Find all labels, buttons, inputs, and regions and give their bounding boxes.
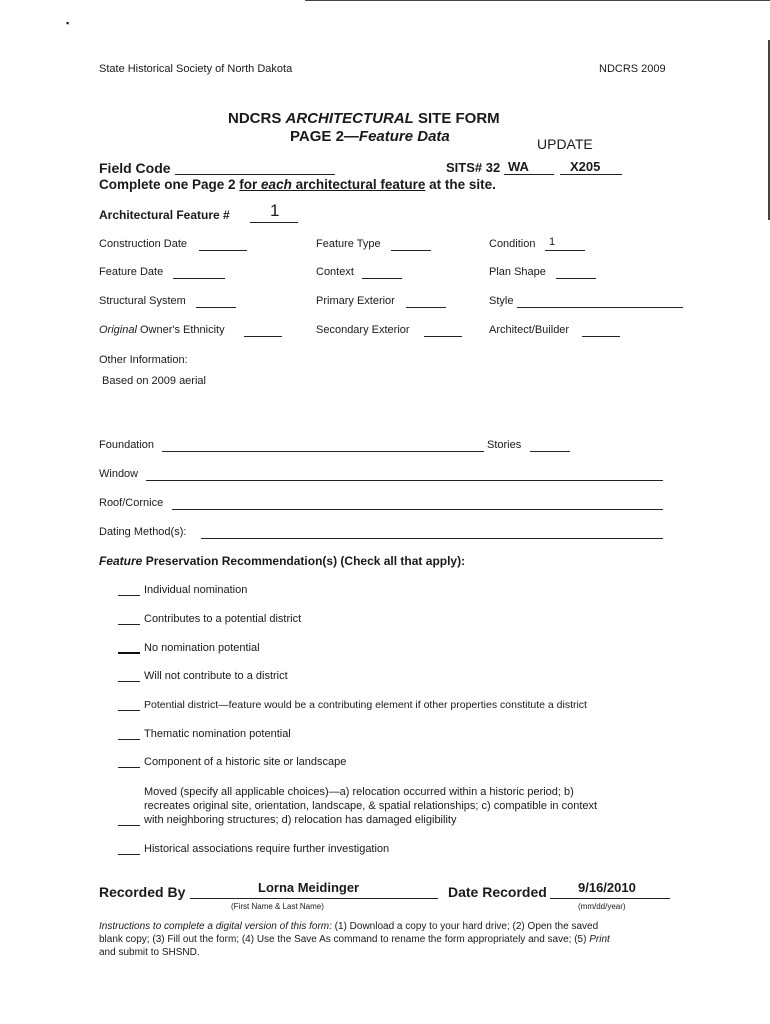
update-stamp: UPDATE xyxy=(537,136,593,152)
feature-type-input[interactable] xyxy=(391,250,431,251)
style-input[interactable] xyxy=(517,307,683,308)
checkbox[interactable] xyxy=(118,825,140,826)
primary-exterior-label: Primary Exterior xyxy=(316,295,395,307)
feature-number-line xyxy=(250,222,298,223)
checkbox[interactable] xyxy=(118,854,140,855)
date-recorded-line xyxy=(550,898,670,899)
footer-instructions-line2: blank copy; (3) Fill out the form; (4) Use the Save As command to rename the form appropriately and save; (5) Print xyxy=(99,934,610,945)
condition-input[interactable] xyxy=(545,250,585,251)
moved-text-line2: recreates original site, orientation, landscape, & spatial relationships; c) compatible in context xyxy=(144,800,598,812)
dating-method-input[interactable] xyxy=(201,538,663,539)
field-code-input[interactable] xyxy=(175,174,335,175)
feature-date-label: Feature Date xyxy=(99,266,164,278)
sits-number[interactable]: X205 xyxy=(570,159,601,174)
context-input[interactable] xyxy=(362,278,402,279)
date-recorded-caption: (mm/dd/year) xyxy=(578,902,626,911)
foundation-input[interactable] xyxy=(162,451,484,452)
feature-number-value[interactable]: 1 xyxy=(270,201,280,220)
option-thematic-nomination[interactable]: Thematic nomination potential xyxy=(118,728,291,740)
date-recorded-value[interactable]: 9/16/2010 xyxy=(578,880,636,895)
form-code: NDCRS 2009 xyxy=(599,63,666,75)
ethnicity-label: Original Owner's Ethnicity xyxy=(99,324,225,336)
secondary-exterior-input[interactable] xyxy=(424,336,462,337)
sits-number-line xyxy=(560,174,622,175)
other-info-label: Other Information: xyxy=(99,354,188,366)
checkbox[interactable] xyxy=(118,710,140,711)
option-historic-landscape[interactable]: Component of a historic site or landscape xyxy=(118,756,346,768)
window-input[interactable] xyxy=(146,480,663,481)
checkbox[interactable] xyxy=(118,595,140,596)
architect-builder-label: Architect/Builder xyxy=(489,324,570,336)
option-no-nomination[interactable]: No nomination potential xyxy=(118,642,260,654)
checkbox-checked[interactable] xyxy=(118,652,140,654)
option-historical-associations[interactable]: Historical associations require further investigation xyxy=(118,843,389,855)
roof-label: Roof/Cornice xyxy=(99,497,164,509)
option-potential-district[interactable]: Potential district—feature would be a contributing element if other properties constitute a district xyxy=(118,699,587,711)
ethnicity-input[interactable] xyxy=(244,336,282,337)
checkbox[interactable] xyxy=(118,624,140,625)
stories-input[interactable] xyxy=(530,451,570,452)
field-code-label: Field Code xyxy=(99,160,171,176)
plan-shape-input[interactable] xyxy=(556,278,596,279)
sits-county[interactable]: WA xyxy=(508,159,529,174)
sits-county-line xyxy=(504,174,554,175)
option-contributes-district[interactable]: Contributes to a potential district xyxy=(118,613,301,625)
recorded-by-line xyxy=(190,898,438,899)
primary-exterior-input[interactable] xyxy=(406,307,446,308)
recorded-by-caption: (First Name & Last Name) xyxy=(231,902,324,911)
stories-label: Stories xyxy=(487,439,522,451)
option-moved[interactable]: with neighboring structures; d) relocation has damaged eligibility xyxy=(118,814,456,826)
footer-instructions-line1: Instructions to complete a digital version of this form: (1) Download a copy to your hard drive; (2) Open the saved xyxy=(99,921,599,932)
form-title: NDCRS ARCHITECTURAL SITE FORM xyxy=(228,110,500,127)
window-label: Window xyxy=(99,468,139,480)
architect-builder-input[interactable] xyxy=(582,336,620,337)
context-label: Context xyxy=(316,266,354,278)
plan-shape-label: Plan Shape xyxy=(489,266,546,278)
construction-date-label: Construction Date xyxy=(99,238,188,250)
dating-method-label: Dating Method(s): xyxy=(99,526,187,538)
option-individual-nomination[interactable]: Individual nomination xyxy=(118,584,247,596)
footer-instructions-line3: and submit to SHSND. xyxy=(99,947,200,958)
recorded-by-value[interactable]: Lorna Meidinger xyxy=(258,880,360,895)
feature-number-label: Architectural Feature # xyxy=(99,208,230,222)
checkbox[interactable] xyxy=(118,767,140,768)
structural-system-input[interactable] xyxy=(196,307,236,308)
org-name: State Historical Society of North Dakota xyxy=(99,63,293,75)
feature-type-label: Feature Type xyxy=(316,238,381,250)
other-info-value[interactable]: Based on 2009 aerial xyxy=(102,375,206,387)
foundation-label: Foundation xyxy=(99,439,155,451)
feature-date-input[interactable] xyxy=(173,278,225,279)
condition-value: 1 xyxy=(549,236,556,248)
checkbox[interactable] xyxy=(118,739,140,740)
recorded-by-label: Recorded By xyxy=(99,884,186,900)
checkbox[interactable] xyxy=(118,681,140,682)
recommendation-heading: Feature Preservation Recommendation(s) (Check all that apply): xyxy=(99,554,466,568)
option-will-not-contribute[interactable]: Will not contribute to a district xyxy=(118,670,288,682)
complete-instruction: Complete one Page 2 for each architectural feature at the site. xyxy=(99,177,496,192)
moved-text-line1: Moved (specify all applicable choices)—a) relocation occurred within a historic period; b) xyxy=(144,786,574,798)
form-subtitle: PAGE 2—Feature Data xyxy=(290,128,450,145)
scan-mark: ▪ xyxy=(66,18,70,28)
sits-label: SITS# 32 xyxy=(446,160,501,175)
date-recorded-label: Date Recorded xyxy=(448,884,547,900)
roof-input[interactable] xyxy=(172,509,663,510)
condition-label: Condition xyxy=(489,238,536,250)
construction-date-input[interactable] xyxy=(199,250,247,251)
structural-system-label: Structural System xyxy=(99,295,186,307)
style-label: Style xyxy=(489,295,514,307)
secondary-exterior-label: Secondary Exterior xyxy=(316,324,410,336)
